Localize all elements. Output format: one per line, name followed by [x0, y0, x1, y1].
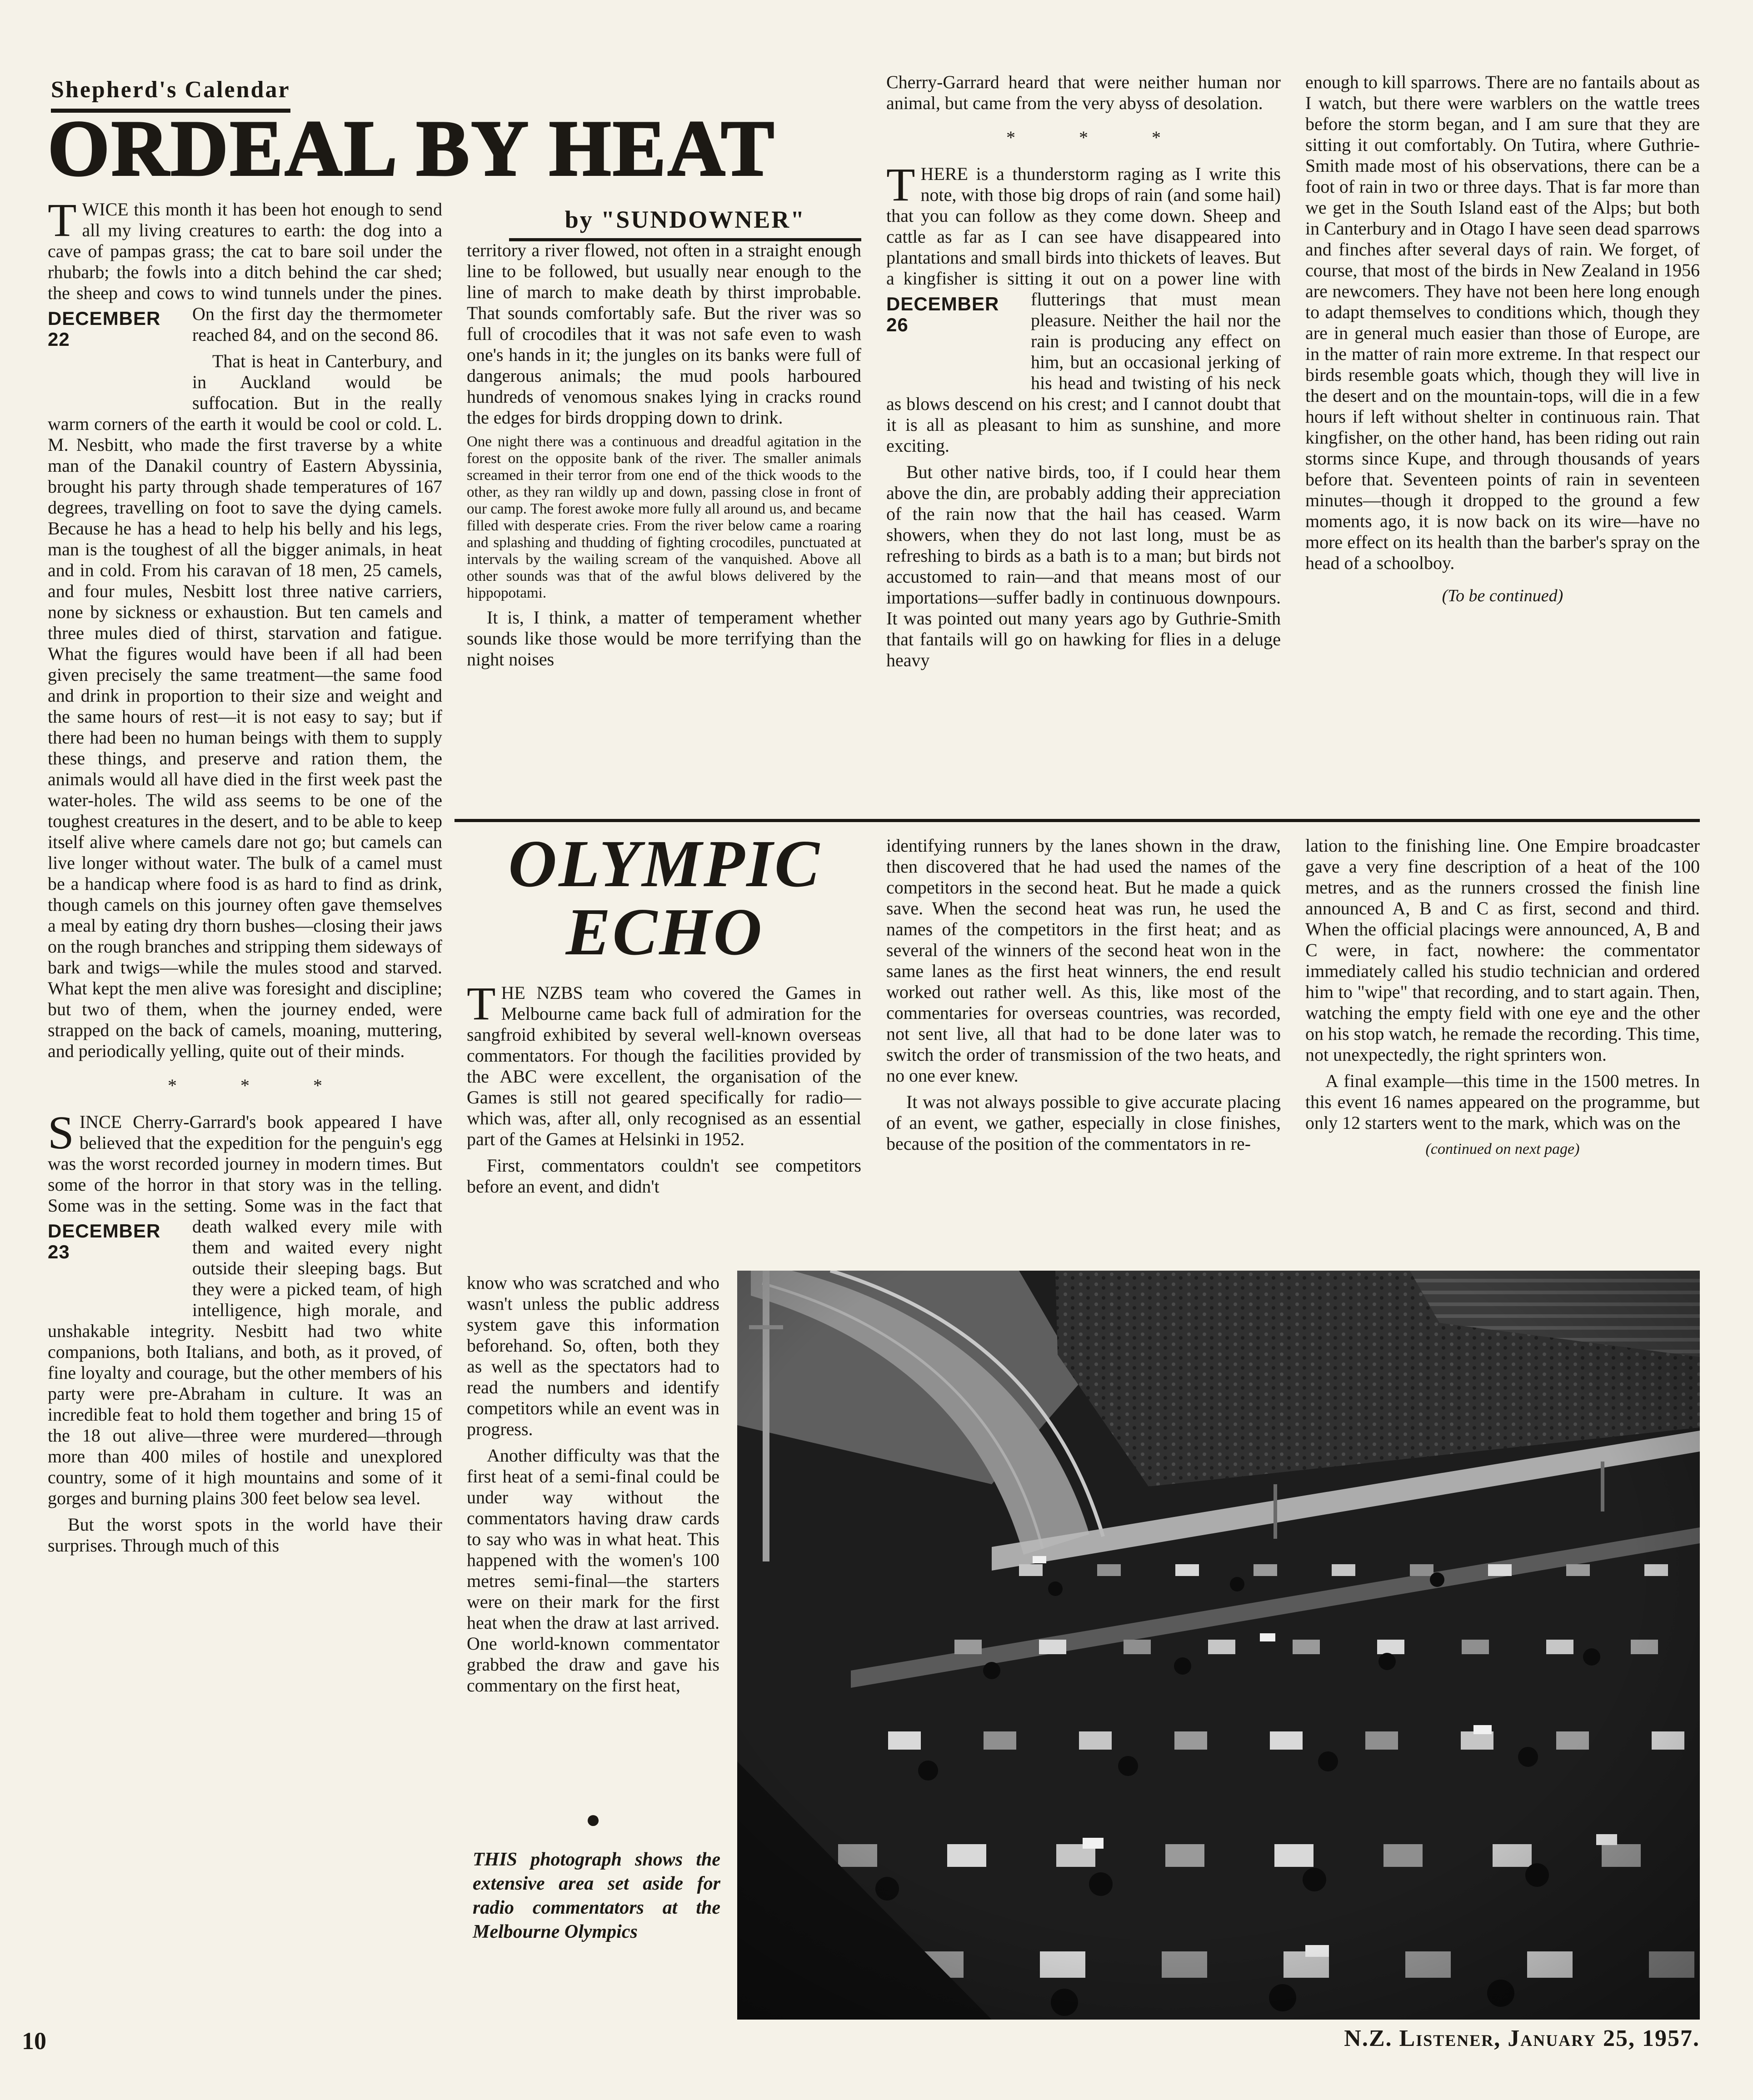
stadium-photo-art: [737, 1271, 1700, 2020]
dropcap-letter: T: [48, 199, 77, 246]
article-column-4: [1305, 72, 1700, 816]
paragraph: It was not always possible to give accurate placing of an event, we gather, especially in close finishes, because of the position of the commentators in re-: [886, 1092, 1281, 1154]
paragraph-text: that must mean pleasure. Neither the hail nor the rain is producing any effect on him, but an occasional jerking of his head and twisting of his neck as blows descend on his crest; and I cannot doubt that it is all as pleasant to him as sunshine, and more exciting.: [886, 289, 1281, 456]
to-be-continued: (To be continued): [1442, 586, 1563, 605]
paragraph: But the worst spots in the world have their surprises. Through much of this: [48, 1514, 442, 1556]
paragraph: That is heat in Canterbury, and in Auckland would be suffocation. But in the really warm corners of the earth it would be cool or cold. L. M. Nesbitt, who made the first traverse by a white man of the Danakil country of Eastern Abyssinia, brought his party through shade temperatures of 167 degrees, travelling on foot to save the dying camels. Because he has a head to help his belly and his legs, man is the toughest of all the bigger animals, in heat and in cold. From his caravan of 18 men, 25 camels, and four mules, Nesbitt lost three native carriers, none by sickness or exhaustion. But ten camels and three mules died of thirst, starvation and fatigue. What the figures would have been if all had been given precisely the same treatment—the same food and drink in proportion to their size and weight and the same hours of rest—it is not easy to say; but if there had been no human beings with them to supply these things, and preserve and ration them, the animals would all have died in the first week past the water-holes. The wild ass seems to be one of the toughest creatures in the desert, and to be able to keep itself alive where camels dare not go; but camels can live longer without water. The bulk of a camel must be a handicap where food is as hard to find as drink, though camels on this journey often gave themselves a meal by eating dry thorn bushes—closing their jaws on the rough branches and stripping them sideways of bark and twigs—while the mules stood and starved. What kept the men alive was foresight and discipline; but two of them, when the journey ended, were strapped on the back of camels, moaning, muttering, and periodically yelling, quite out of their minds.: [48, 351, 442, 1061]
article-divider: [454, 819, 1700, 822]
paragraph-text: HERE is a thunderstorm raging as I write this note, with those big drops of rain (and some hail) that you can follow as they come down. Sheep and cattle as far as I can see have disappeared into plantations and small birds into thickets of leaves. But a kingfisher is sitting it out on a power line with flutterings: [886, 164, 1281, 309]
olympic-title-line-1: OLYMPIC: [508, 827, 821, 901]
paragraph: [886, 159, 1281, 456]
paragraph-text: HE NZBS team who covered the Games in Melbourne came back full of admiration for the sangfroid exhibited by several well-known overseas commentators. For though the facilities provided by the ABC were excellent, the organisation of the Games is still not geared specifically for radio—which was, after all, only recognised as an essential part of the Games at Helsinki in 1952.: [467, 983, 861, 1149]
paragraph: lation to the finishing line. One Empire broadcaster gave a very fine description of a heat of the 100 metres, and as the runners crossed the finish line announced A, B and C as first, second and third. When the official placings were announced, A, B and C were, in fact, nowhere: the commentator immediately called his studio technician and ordered him to "wipe" that recording, and to start again. Then, watching the empty field with one eye and the other on his stop watch, he remade the recording. This time, not unexpectedly, the right sprinters won.: [1305, 835, 1700, 1065]
section-kicker: Shepherd's Calendar: [51, 76, 290, 113]
paragraph-text: On the first day the thermometer reached 84, and on the second 86.: [192, 304, 442, 345]
paragraph: A final example—this time in the 1500 metres. In this event 16 names appeared on the programme, but only 12 starters went to the mark, which was on the: [1305, 1071, 1700, 1133]
paragraph-text: INCE Cherry-Garrard's book appeared I have believed that the expedition for the penguin's egg was the worst recorded journey in modern times. But some of the horror in that story was in the telling. Some was in the setting. Some was in the fact that death walked every mile with: [48, 1112, 442, 1237]
paragraph: identifying runners by the lanes shown in the draw, then discovered that he had used the names of the competitors in the second heat. But he made a quick save. When the second heat was run, he used the names of the competitors in the first heat; and as several of the winners of the second heat won in the same lanes as the first heat winners, the end result worked out rather well. As this, like most of the commentaries for overseas countries, was recorded, not sent live, all that had to be done later was to switch the order of transmission of the two heats, and no one ever knew.: [886, 835, 1281, 1086]
paragraph: First, commentators couldn't see competitors before an event, and didn't: [467, 1155, 861, 1197]
olympic-column-2: [886, 835, 1281, 1271]
paragraph-text: them and waited every night outside their sleeping bags. But they were a picked team, of high intelligence, high morale, and unshakable integrity. Nesbitt had two white companions, both Italians, and both, as it proved, of fine loyalty and courage, but the other members of his party were pre-Abraham in culture. It was an incredible feat to hold them together and bring 15 of the 18 out alive—three were murdered—through more than 400 miles of hostile and unexplored country, some of it high mountains and some of it gorges and burning plains 300 feet below sea level.: [48, 1237, 442, 1508]
date-inset-december-26: DECEMBER 26: [886, 293, 999, 335]
photo-caption: THIS photograph shows the extensive area set aside for radio commentators at the Melbourne Olympics: [473, 1849, 720, 1942]
paragraph: Cherry-Garrard heard that were neither human nor animal, but came from the very abyss of desolation.: [886, 72, 1281, 113]
olympic-echo-title: [473, 827, 857, 969]
caption-bullet-icon: ●: [585, 1806, 601, 1834]
date-inset-december-22: DECEMBER 22: [48, 308, 161, 350]
olympic-title-line-2: ECHO: [565, 895, 764, 969]
olympic-column-1-narrow: [467, 1272, 719, 1805]
inset-note: One night there was a continuous and dreadful agitation in the forest on the opposite bank of the river. The smaller animals screamed in their terror from one end of the thick woods to the other, as they ran wildly up and down, passing close in front of our camp. The forest awoke more fully all around us, and became filled with desperate cries. From the river below came a roaring and splashing and thudding of fighting crocodiles, punctuated at intervals by the wailing scream of the vanquished. Above all other sounds was that of the awful blows delivered by the hippopotami.: [467, 434, 861, 601]
article-headline: ORDEAL BY HEAT: [48, 104, 776, 192]
paragraph: territory a river flowed, not often in a straight enough line to be followed, but usually near enough to the line of march to make death by thirst improbable. That sounds comfortably safe. But the river was so full of crocodiles that it was not safe even to wash one's hands in it; the jungles on its banks were full of dangerous animals; the mud pools harboured hundreds of venomous snakes lying in cracks round the edges for birds dropping down to drink.: [467, 240, 861, 428]
paragraph: But other native birds, too, if I could hear them above the din, are probably adding their appreciation of the rain now that the hail has ceased. Warm showers, when they do not last long, must be as refreshing to birds as a bath is to a man; but birds not accustomed to rain—and that means most of our importations—suffer badly in continuous downpours. It was pointed out many years ago by Guthrie-Smith that fantails will go on hawking for flies in a deluge heavy: [886, 462, 1281, 670]
paragraph: Another difficulty was that the first heat of a semi-final could be under way without the commentators having draw cards to say who was in what heat. This happened with the women's 100 metres semi-final—the starters were on their mark for the first heat when the draw at last arrived. One world-known commentator grabbed the draw and gave his commentary on the first heat,: [467, 1445, 719, 1696]
paragraph: know who was scratched and who wasn't unless the public address system gave this information beforehand. So, often, both they as well as the spectators had to read the numbers and identify competitors while an event was in progress.: [467, 1272, 719, 1439]
issue-line: N.Z. Listener, January 25, 1957.: [1344, 2025, 1700, 2051]
page-number: 10: [22, 2027, 46, 2055]
olympic-column-1-wide: [467, 983, 861, 1272]
paragraph: enough to kill sparrows. There are no fantails about as I watch, but there were warblers on the wattle trees before the storm began, and I am sure that they are sitting it out comfortably. On Tutira, where Guthrie-Smith made most of his observations, there can be a foot of rain in two or three days. That is far more than we get in the South Island east of the Alps; but both in Canterbury and in Otago I have seen dead sparrows and finches after several days of rain. We forget, of course, that most of the birds in New Zealand in 1956 are newcomers. They have not been here long enough to adapt themselves to conditions which, though they are in general much easier than those of Europe, are in the matter of rain more extreme. In that respect our birds resemble goats which, though they will live in the desert and on the mountain-tops, will die in a few hours if left without shelter in continuous rain. That kingfisher, on the other hand, has been riding out rain storms since Kupe, and through thousands of years before that. Seventeen points of rain in seventeen minutes—though it dropped to the ground a few moments ago, it is now back on its wire—have no more effect on its health than the barber's spray on the head of a schoolboy.: [1305, 72, 1700, 573]
dropcap-letter: T: [886, 159, 915, 211]
paragraph: [48, 1107, 442, 1509]
paragraph: [48, 199, 442, 350]
article-column-2: [467, 240, 861, 816]
section-break: * * *: [168, 1075, 322, 1096]
continued-note: (continued on next page): [1425, 1141, 1580, 1157]
dropcap-letter: S: [48, 1107, 74, 1159]
section-break: * * *: [1006, 127, 1161, 148]
article-column-3: [886, 72, 1281, 816]
article-column-1: [48, 199, 442, 2024]
dropcap-letter: T: [467, 983, 496, 1030]
article-byline: by "SUNDOWNER": [509, 205, 861, 241]
paragraph: [467, 983, 861, 1150]
stadium-photo: [737, 1271, 1700, 2020]
paragraph-text: WICE this month it has been hot enough to send all my living creatures to earth: the dog into a cave of pampas grass; the cat to bare soil under the rhubarb; the fowls into a ditch behind the car shed; the sheep and cows to wind tunnels under the pines.: [48, 199, 442, 303]
date-inset-december-23: DECEMBER 23: [48, 1220, 161, 1262]
paragraph: It is, I think, a matter of temperament whether sounds like those would be more terrifying than the night noises: [467, 607, 861, 669]
olympic-column-3: [1305, 835, 1700, 1267]
